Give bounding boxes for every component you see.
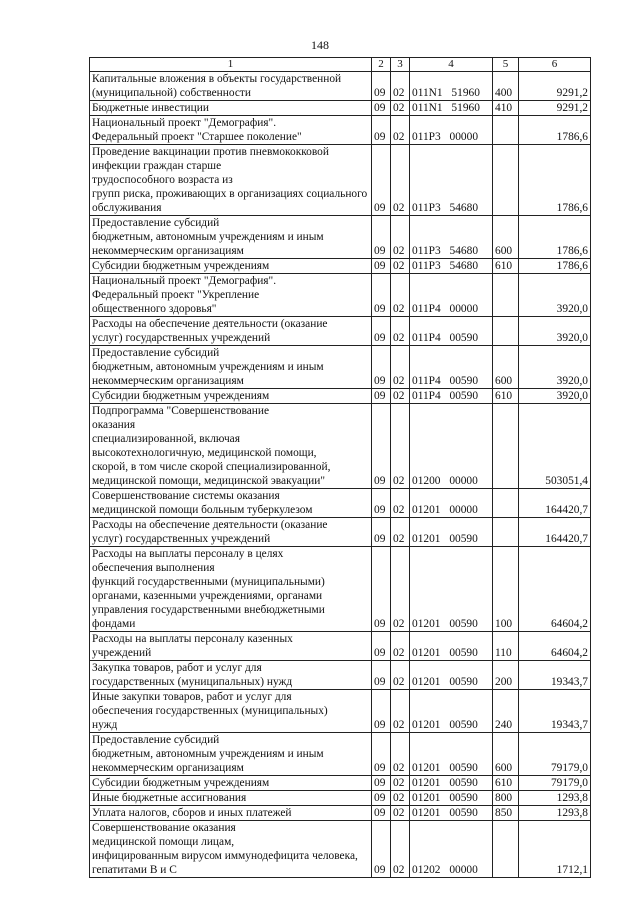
table-row xyxy=(90,661,591,690)
row-code-section: 09 xyxy=(372,518,391,547)
row-code-subsection: 02 xyxy=(391,274,410,317)
row-name: Бюджетные инвестиции xyxy=(90,101,372,116)
row-expense-type: 200 xyxy=(493,661,519,690)
row-code-subsection: 02 xyxy=(391,216,410,259)
row-name: Предоставление субсидий бюджетным, автономным учреждениям и иным некоммерческим организациям xyxy=(90,346,372,389)
row-code-subsection: 02 xyxy=(391,806,410,821)
row-amount: 3920,0 xyxy=(519,389,591,404)
table-row xyxy=(90,101,591,116)
row-code-section: 09 xyxy=(372,216,391,259)
row-code-subsection: 02 xyxy=(391,690,410,733)
row-target-article: 011N1 51960 xyxy=(410,72,493,101)
table-row xyxy=(90,389,591,404)
row-code-section: 09 xyxy=(372,821,391,878)
row-code-subsection: 02 xyxy=(391,661,410,690)
row-code-subsection: 02 xyxy=(391,518,410,547)
row-target-article: 01202 00000 xyxy=(410,821,493,878)
row-target-article: 01201 00590 xyxy=(410,806,493,821)
header-col-4: 4 xyxy=(410,58,493,72)
header-col-5: 5 xyxy=(493,58,519,72)
budget-table xyxy=(89,57,591,878)
row-expense-type xyxy=(493,116,519,145)
table-row xyxy=(90,806,591,821)
row-amount: 19343,7 xyxy=(519,690,591,733)
row-name: Субсидии бюджетным учреждениям xyxy=(90,389,372,404)
row-expense-type xyxy=(493,404,519,489)
table-row xyxy=(90,791,591,806)
row-code-section: 09 xyxy=(372,791,391,806)
row-expense-type xyxy=(493,145,519,216)
row-name: Расходы на выплаты персоналу в целях обеспечения выполнения функций государственными (муниципальными) органами, казенными учреждениями, органами управления государственными внебюджетными фондами xyxy=(90,547,372,632)
table-row xyxy=(90,116,591,145)
table-row xyxy=(90,489,591,518)
row-code-section: 09 xyxy=(372,346,391,389)
row-code-section: 09 xyxy=(372,733,391,776)
row-code-subsection: 02 xyxy=(391,404,410,489)
row-amount: 164420,7 xyxy=(519,518,591,547)
row-expense-type xyxy=(493,518,519,547)
row-code-subsection: 02 xyxy=(391,547,410,632)
row-target-article: 01201 00590 xyxy=(410,791,493,806)
table-row xyxy=(90,274,591,317)
row-target-article: 011P3 00000 xyxy=(410,116,493,145)
row-target-article: 01201 00590 xyxy=(410,776,493,791)
row-expense-type xyxy=(493,274,519,317)
row-code-subsection: 02 xyxy=(391,145,410,216)
row-name: Предоставление субсидий бюджетным, автономным учреждениям и иным некоммерческим организациям xyxy=(90,733,372,776)
row-expense-type: 600 xyxy=(493,346,519,389)
row-amount: 9291,2 xyxy=(519,72,591,101)
row-amount: 79179,0 xyxy=(519,733,591,776)
row-code-section: 09 xyxy=(372,72,391,101)
row-amount: 19343,7 xyxy=(519,661,591,690)
row-name: Иные закупки товаров, работ и услуг для обеспечения государственных (муниципальных) нужд xyxy=(90,690,372,733)
row-code-subsection: 02 xyxy=(391,733,410,776)
row-code-subsection: 02 xyxy=(391,101,410,116)
row-target-article: 01201 00590 xyxy=(410,547,493,632)
row-target-article: 01201 00590 xyxy=(410,661,493,690)
row-amount: 79179,0 xyxy=(519,776,591,791)
row-target-article: 011P3 54680 xyxy=(410,145,493,216)
row-amount: 164420,7 xyxy=(519,489,591,518)
row-name: Предоставление субсидий бюджетным, автономным учреждениям и иным некоммерческим организациям xyxy=(90,216,372,259)
row-amount: 64604,2 xyxy=(519,547,591,632)
row-amount: 3920,0 xyxy=(519,346,591,389)
row-expense-type xyxy=(493,821,519,878)
row-code-subsection: 02 xyxy=(391,389,410,404)
row-code-section: 09 xyxy=(372,101,391,116)
row-expense-type xyxy=(493,317,519,346)
row-code-section: 09 xyxy=(372,145,391,216)
row-expense-type: 800 xyxy=(493,791,519,806)
row-amount: 3920,0 xyxy=(519,317,591,346)
row-name: Закупка товаров, работ и услуг для государственных (муниципальных) нужд xyxy=(90,661,372,690)
row-code-subsection: 02 xyxy=(391,776,410,791)
row-target-article: 011P3 54680 xyxy=(410,216,493,259)
table-row xyxy=(90,216,591,259)
row-code-subsection: 02 xyxy=(391,489,410,518)
row-target-article: 01201 00590 xyxy=(410,632,493,661)
row-amount: 1293,8 xyxy=(519,791,591,806)
header-col-6: 6 xyxy=(519,58,591,72)
row-target-article: 011N1 51960 xyxy=(410,101,493,116)
row-amount: 1786,6 xyxy=(519,116,591,145)
row-target-article: 011P4 00590 xyxy=(410,346,493,389)
row-expense-type: 600 xyxy=(493,733,519,776)
row-code-subsection: 02 xyxy=(391,259,410,274)
row-code-section: 09 xyxy=(372,404,391,489)
row-name: Субсидии бюджетным учреждениям xyxy=(90,259,372,274)
row-target-article: 011P4 00000 xyxy=(410,274,493,317)
row-code-subsection: 02 xyxy=(391,116,410,145)
row-target-article: 01201 00590 xyxy=(410,518,493,547)
table-row xyxy=(90,733,591,776)
table-row xyxy=(90,346,591,389)
row-code-subsection: 02 xyxy=(391,821,410,878)
table-row xyxy=(90,547,591,632)
row-amount: 9291,2 xyxy=(519,101,591,116)
row-code-section: 09 xyxy=(372,661,391,690)
row-target-article: 011P3 54680 xyxy=(410,259,493,274)
row-amount: 3920,0 xyxy=(519,274,591,317)
row-amount: 64604,2 xyxy=(519,632,591,661)
row-code-subsection: 02 xyxy=(391,317,410,346)
table-row xyxy=(90,518,591,547)
row-expense-type: 610 xyxy=(493,776,519,791)
table-row xyxy=(90,317,591,346)
row-name: Иные бюджетные ассигнования xyxy=(90,791,372,806)
row-amount: 503051,4 xyxy=(519,404,591,489)
row-expense-type xyxy=(493,489,519,518)
row-code-subsection: 02 xyxy=(391,632,410,661)
row-code-section: 09 xyxy=(372,259,391,274)
header-col-2: 2 xyxy=(372,58,391,72)
table-body xyxy=(90,72,591,878)
row-name: Расходы на обеспечение деятельности (оказание услуг) государственных учреждений xyxy=(90,317,372,346)
row-name: Субсидии бюджетным учреждениям xyxy=(90,776,372,791)
row-code-section: 09 xyxy=(372,317,391,346)
row-expense-type: 240 xyxy=(493,690,519,733)
row-target-article: 011P4 00590 xyxy=(410,389,493,404)
row-target-article: 011P4 00590 xyxy=(410,317,493,346)
table-row xyxy=(90,145,591,216)
row-expense-type: 610 xyxy=(493,259,519,274)
row-expense-type: 850 xyxy=(493,806,519,821)
row-expense-type: 410 xyxy=(493,101,519,116)
row-name: Подпрограмма "Совершенствование оказания специализированной, включая высокотехнологичную, медицинской помощи, скорой, в том числе скорой специализированной, медицинской помощи, медицинской эвакуации" xyxy=(90,404,372,489)
row-code-section: 09 xyxy=(372,632,391,661)
row-expense-type: 400 xyxy=(493,72,519,101)
row-code-section: 09 xyxy=(372,776,391,791)
row-target-article: 01200 00000 xyxy=(410,404,493,489)
row-name: Национальный проект "Демография". Федеральный проект "Укрепление общественного здоровья" xyxy=(90,274,372,317)
row-code-section: 09 xyxy=(372,547,391,632)
row-name: Расходы на обеспечение деятельности (оказание услуг) государственных учреждений xyxy=(90,518,372,547)
table-row xyxy=(90,72,591,101)
row-amount: 1786,6 xyxy=(519,259,591,274)
row-name: Уплата налогов, сборов и иных платежей xyxy=(90,806,372,821)
row-amount: 1293,8 xyxy=(519,806,591,821)
row-code-section: 09 xyxy=(372,116,391,145)
header-col-1: 1 xyxy=(90,58,372,72)
row-name: Национальный проект "Демография". Федеральный проект "Старшее поколение" xyxy=(90,116,372,145)
row-expense-type: 610 xyxy=(493,389,519,404)
row-name: Капитальные вложения в объекты государственной (муниципальной) собственности xyxy=(90,72,372,101)
row-name: Совершенствование системы оказания медицинской помощи больным туберкулезом xyxy=(90,489,372,518)
table-row xyxy=(90,632,591,661)
row-expense-type: 100 xyxy=(493,547,519,632)
row-amount: 1786,6 xyxy=(519,145,591,216)
page-number: 148 xyxy=(311,38,329,52)
table-header-row xyxy=(90,58,591,72)
row-code-section: 09 xyxy=(372,690,391,733)
row-code-subsection: 02 xyxy=(391,72,410,101)
row-target-article: 01201 00000 xyxy=(410,489,493,518)
row-amount: 1712,1 xyxy=(519,821,591,878)
row-code-section: 09 xyxy=(372,806,391,821)
row-code-section: 09 xyxy=(372,274,391,317)
table-row xyxy=(90,776,591,791)
table-row xyxy=(90,821,591,878)
row-name: Проведение вакцинации против пневмококковой инфекции граждан старше трудоспособного возраста из групп риска, проживающих в организациях социального обслуживания xyxy=(90,145,372,216)
table-row xyxy=(90,259,591,274)
row-expense-type: 110 xyxy=(493,632,519,661)
row-expense-type: 600 xyxy=(493,216,519,259)
row-code-section: 09 xyxy=(372,389,391,404)
row-amount: 1786,6 xyxy=(519,216,591,259)
row-code-section: 09 xyxy=(372,489,391,518)
table-row xyxy=(90,690,591,733)
row-name: Расходы на выплаты персоналу казенных учреждений xyxy=(90,632,372,661)
header-col-3: 3 xyxy=(391,58,410,72)
row-name: Совершенствование оказания медицинской помощи лицам, инфицированным вирусом иммунодефицита человека, гепатитами В и С xyxy=(90,821,372,878)
table-row xyxy=(90,404,591,489)
row-code-subsection: 02 xyxy=(391,346,410,389)
row-target-article: 01201 00590 xyxy=(410,690,493,733)
row-target-article: 01201 00590 xyxy=(410,733,493,776)
row-code-subsection: 02 xyxy=(391,791,410,806)
